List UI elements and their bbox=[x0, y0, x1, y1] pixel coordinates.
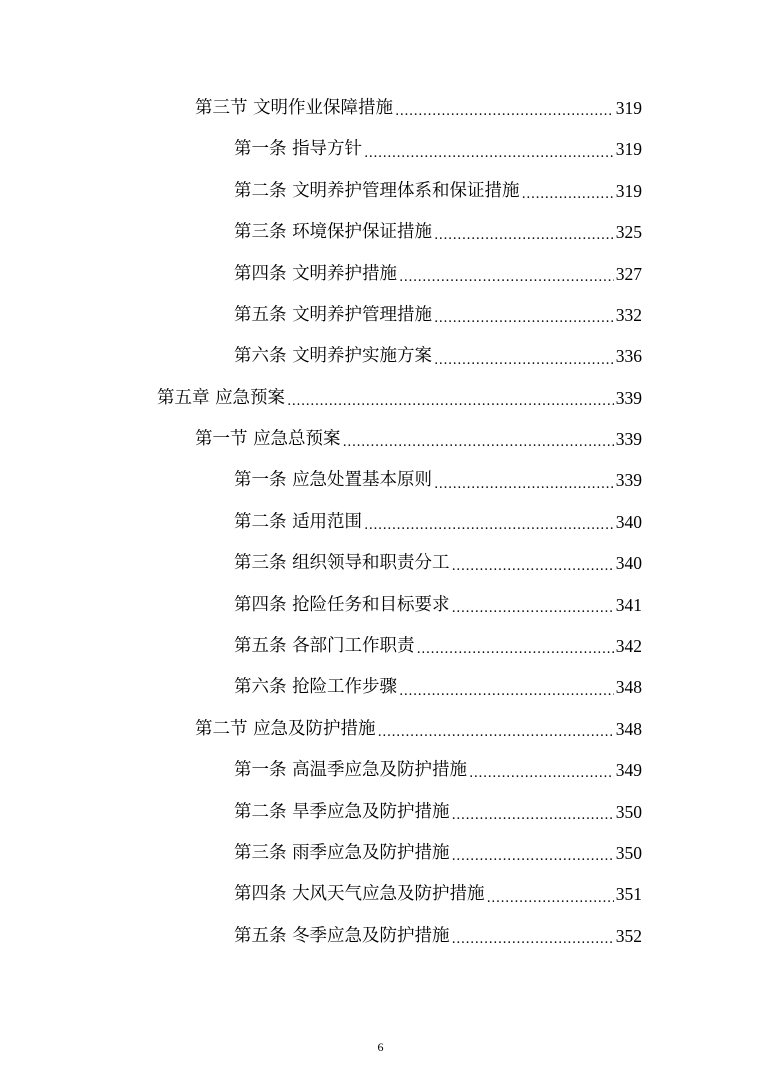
toc-entry-page: 352 bbox=[615, 925, 642, 946]
toc-entry-page: 327 bbox=[615, 263, 642, 284]
toc-entry-label: 第二节 应急及防护措施 bbox=[195, 718, 376, 739]
toc-entry bbox=[0, 916, 761, 957]
toc-dot-leader bbox=[378, 726, 614, 739]
toc-entry-label: 第三条 雨季应急及防护措施 bbox=[234, 842, 450, 863]
toc-entry bbox=[0, 833, 761, 874]
toc-entry-label: 第三条 组织领导和职责分工 bbox=[234, 553, 450, 574]
toc-entry-label: 第六条 文明养护实施方案 bbox=[234, 346, 433, 367]
toc-entry-label: 第一节 应急总预案 bbox=[195, 429, 341, 450]
toc-entry-label: 第五条 文明养护管理措施 bbox=[234, 304, 433, 325]
toc-entry-label: 第六条 抢险工作步骤 bbox=[234, 677, 398, 698]
toc-entry-label: 第一条 指导方针 bbox=[234, 139, 363, 160]
toc-dot-leader bbox=[487, 892, 614, 905]
toc-dot-leader bbox=[434, 354, 614, 367]
toc-entry bbox=[0, 129, 761, 170]
toc-entry bbox=[0, 502, 761, 543]
toc-entry bbox=[0, 667, 761, 708]
toc-entry-page: 350 bbox=[615, 842, 642, 863]
toc-entry-page: 348 bbox=[615, 677, 642, 698]
toc-entry-page: 336 bbox=[615, 346, 642, 367]
toc-entry-page: 319 bbox=[615, 180, 642, 201]
toc-dot-leader bbox=[343, 436, 614, 449]
toc-entry-page: 319 bbox=[615, 139, 642, 160]
toc-dot-leader bbox=[434, 478, 614, 491]
table-of-contents bbox=[0, 88, 761, 957]
toc-dot-leader bbox=[434, 312, 614, 325]
toc-entry bbox=[0, 254, 761, 295]
toc-entry-page: 348 bbox=[615, 718, 642, 739]
toc-entry-label: 第一条 应急处置基本原则 bbox=[234, 470, 433, 491]
toc-dot-leader bbox=[452, 809, 614, 822]
toc-entry bbox=[0, 378, 761, 419]
toc-entry-page: 349 bbox=[615, 760, 642, 781]
toc-entry-page: 340 bbox=[615, 553, 642, 574]
toc-entry-label: 第三节 文明作业保障措施 bbox=[195, 97, 394, 118]
toc-entry-label: 第五条 各部门工作职责 bbox=[234, 636, 415, 657]
toc-entry-label: 第二条 文明养护管理体系和保证措施 bbox=[234, 180, 520, 201]
toc-entry bbox=[0, 171, 761, 212]
toc-entry bbox=[0, 792, 761, 833]
toc-dot-leader bbox=[364, 147, 614, 160]
toc-entry-label: 第二条 适用范围 bbox=[234, 511, 363, 532]
toc-dot-leader bbox=[417, 643, 614, 656]
toc-entry-page: 319 bbox=[615, 97, 642, 118]
toc-entry bbox=[0, 543, 761, 584]
toc-entry-label: 第四条 大风天气应急及防护措施 bbox=[234, 884, 485, 905]
toc-entry bbox=[0, 336, 761, 377]
toc-entry-label: 第四条 抢险任务和目标要求 bbox=[234, 594, 450, 615]
toc-dot-leader bbox=[522, 188, 614, 201]
toc-entry-page: 332 bbox=[615, 304, 642, 325]
toc-dot-leader bbox=[287, 395, 614, 408]
toc-dot-leader bbox=[452, 602, 614, 615]
toc-entry bbox=[0, 212, 761, 253]
toc-entry-label: 第三条 环境保护保证措施 bbox=[234, 222, 433, 243]
toc-entry-label: 第五章 应急预案 bbox=[157, 387, 286, 408]
toc-dot-leader bbox=[452, 850, 614, 863]
toc-entry-page: 339 bbox=[615, 387, 642, 408]
toc-entry-label: 第二条 旱季应急及防护措施 bbox=[234, 801, 450, 822]
toc-entry-page: 350 bbox=[615, 801, 642, 822]
toc-dot-leader bbox=[395, 105, 614, 118]
toc-entry-label: 第一条 高温季应急及防护措施 bbox=[234, 760, 468, 781]
toc-entry-page: 339 bbox=[615, 470, 642, 491]
toc-entry-page: 351 bbox=[615, 884, 642, 905]
toc-entry-page: 342 bbox=[615, 636, 642, 657]
page-number: 6 bbox=[377, 1040, 384, 1054]
toc-dot-leader bbox=[399, 271, 614, 284]
toc-entry-label: 第五条 冬季应急及防护措施 bbox=[234, 925, 450, 946]
toc-entry bbox=[0, 419, 761, 460]
toc-entry-page: 325 bbox=[615, 222, 642, 243]
toc-dot-leader bbox=[434, 229, 614, 242]
toc-entry bbox=[0, 709, 761, 750]
toc-dot-leader bbox=[469, 767, 614, 780]
toc-entry bbox=[0, 626, 761, 667]
toc-entry bbox=[0, 461, 761, 502]
toc-dot-leader bbox=[399, 685, 614, 698]
toc-dot-leader bbox=[452, 560, 614, 573]
toc-entry-page: 341 bbox=[615, 594, 642, 615]
toc-dot-leader bbox=[452, 933, 614, 946]
toc-entry-label: 第四条 文明养护措施 bbox=[234, 263, 398, 284]
toc-entry bbox=[0, 88, 761, 129]
toc-entry bbox=[0, 585, 761, 626]
toc-entry-page: 339 bbox=[615, 429, 642, 450]
toc-entry bbox=[0, 750, 761, 791]
toc-dot-leader bbox=[364, 519, 614, 532]
toc-entry bbox=[0, 295, 761, 336]
toc-entry-page: 340 bbox=[615, 511, 642, 532]
toc-entry bbox=[0, 874, 761, 915]
